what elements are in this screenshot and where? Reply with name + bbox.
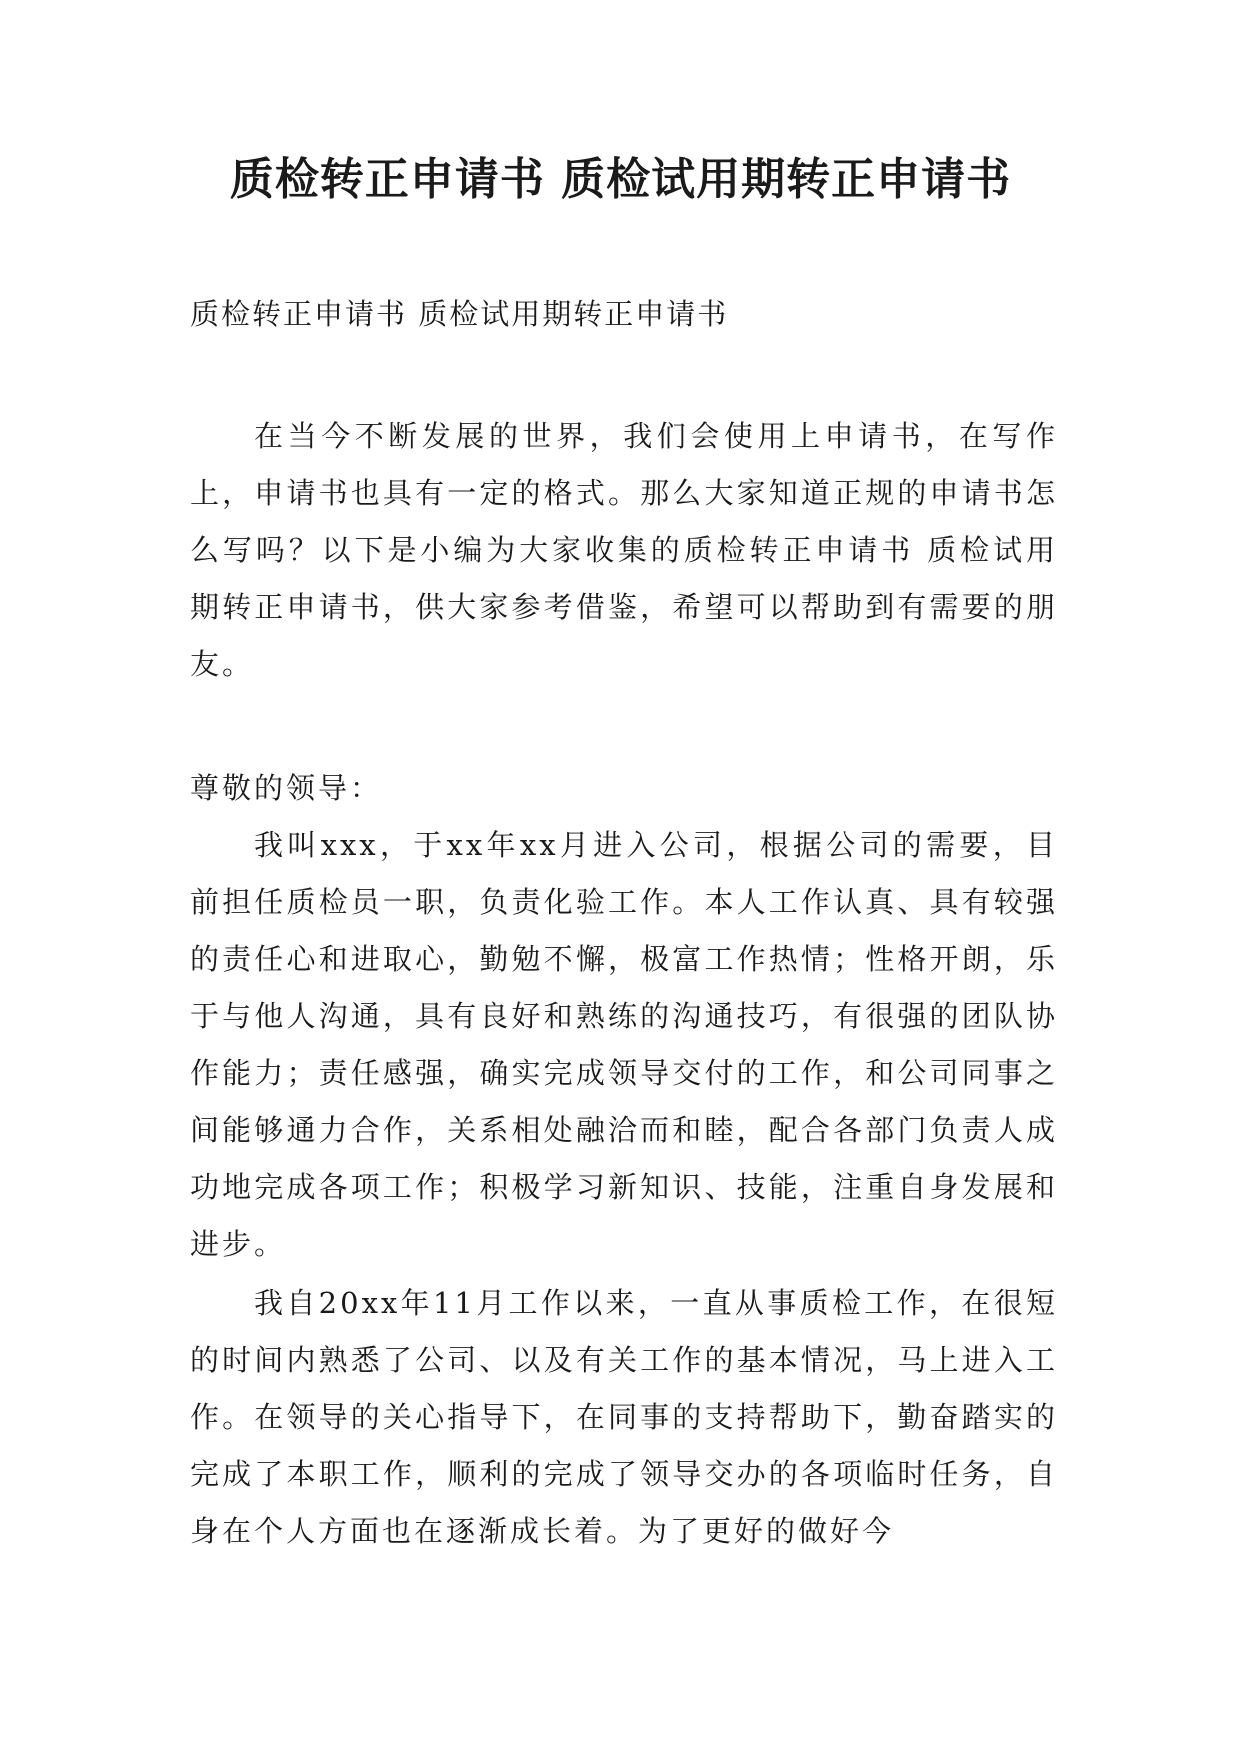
- salutation: 尊敬的领导：: [190, 771, 383, 805]
- body-paragraph-2-text: 我叫xxx，于xx年xx月进入公司，根据公司的需要，目前担任质检员一职，负责化验工作。本人工作认真、具有较强的责任心和进取心，勤勉不懈，极富工作热情；性格开朗，乐于与他人沟通，具有良好和熟练的沟通技巧，有很强的团队协作能力；责任感强，确实完成领导交付的工作，和公司同事之间能够通力合作，关系相处融洽而和睦，配合各部门负责人成功地完成各项工作；积极学习新知识、技能，注重自身发展和进步。: [190, 828, 1058, 1261]
- body-paragraph-3-text: 我自20xx年11月工作以来，一直从事质检工作，在很短的时间内熟悉了公司、以及有关工作的基本情况，马上进入工作。在领导的关心指导下，在同事的支持帮助下，勤奋踏实的完成了本职工作，顺利的完成了领导交办的各项临时任务，自身在个人方面也在逐渐成长着。为了更好的做好今: [190, 1286, 1058, 1548]
- document-subtitle: 质检转正申请书 质检试用期转正申请书: [190, 297, 729, 331]
- intro-paragraph: [190, 408, 1058, 693]
- body-paragraph-2: [190, 817, 1058, 1273]
- document-title: 质检转正申请书 质检试用期转正申请书: [229, 154, 1012, 205]
- intro-paragraph-text: 在当今不断发展的世界，我们会使用上申请书，在写作上，申请书也具有一定的格式。那么大家知道正规的申请书怎么写吗？以下是小编为大家收集的质检转正申请书 质检试用期转正申请书，供大家参考借鉴，希望可以帮助到有需要的朋友。: [190, 419, 1058, 681]
- body-paragraph-3: [190, 1275, 1058, 1560]
